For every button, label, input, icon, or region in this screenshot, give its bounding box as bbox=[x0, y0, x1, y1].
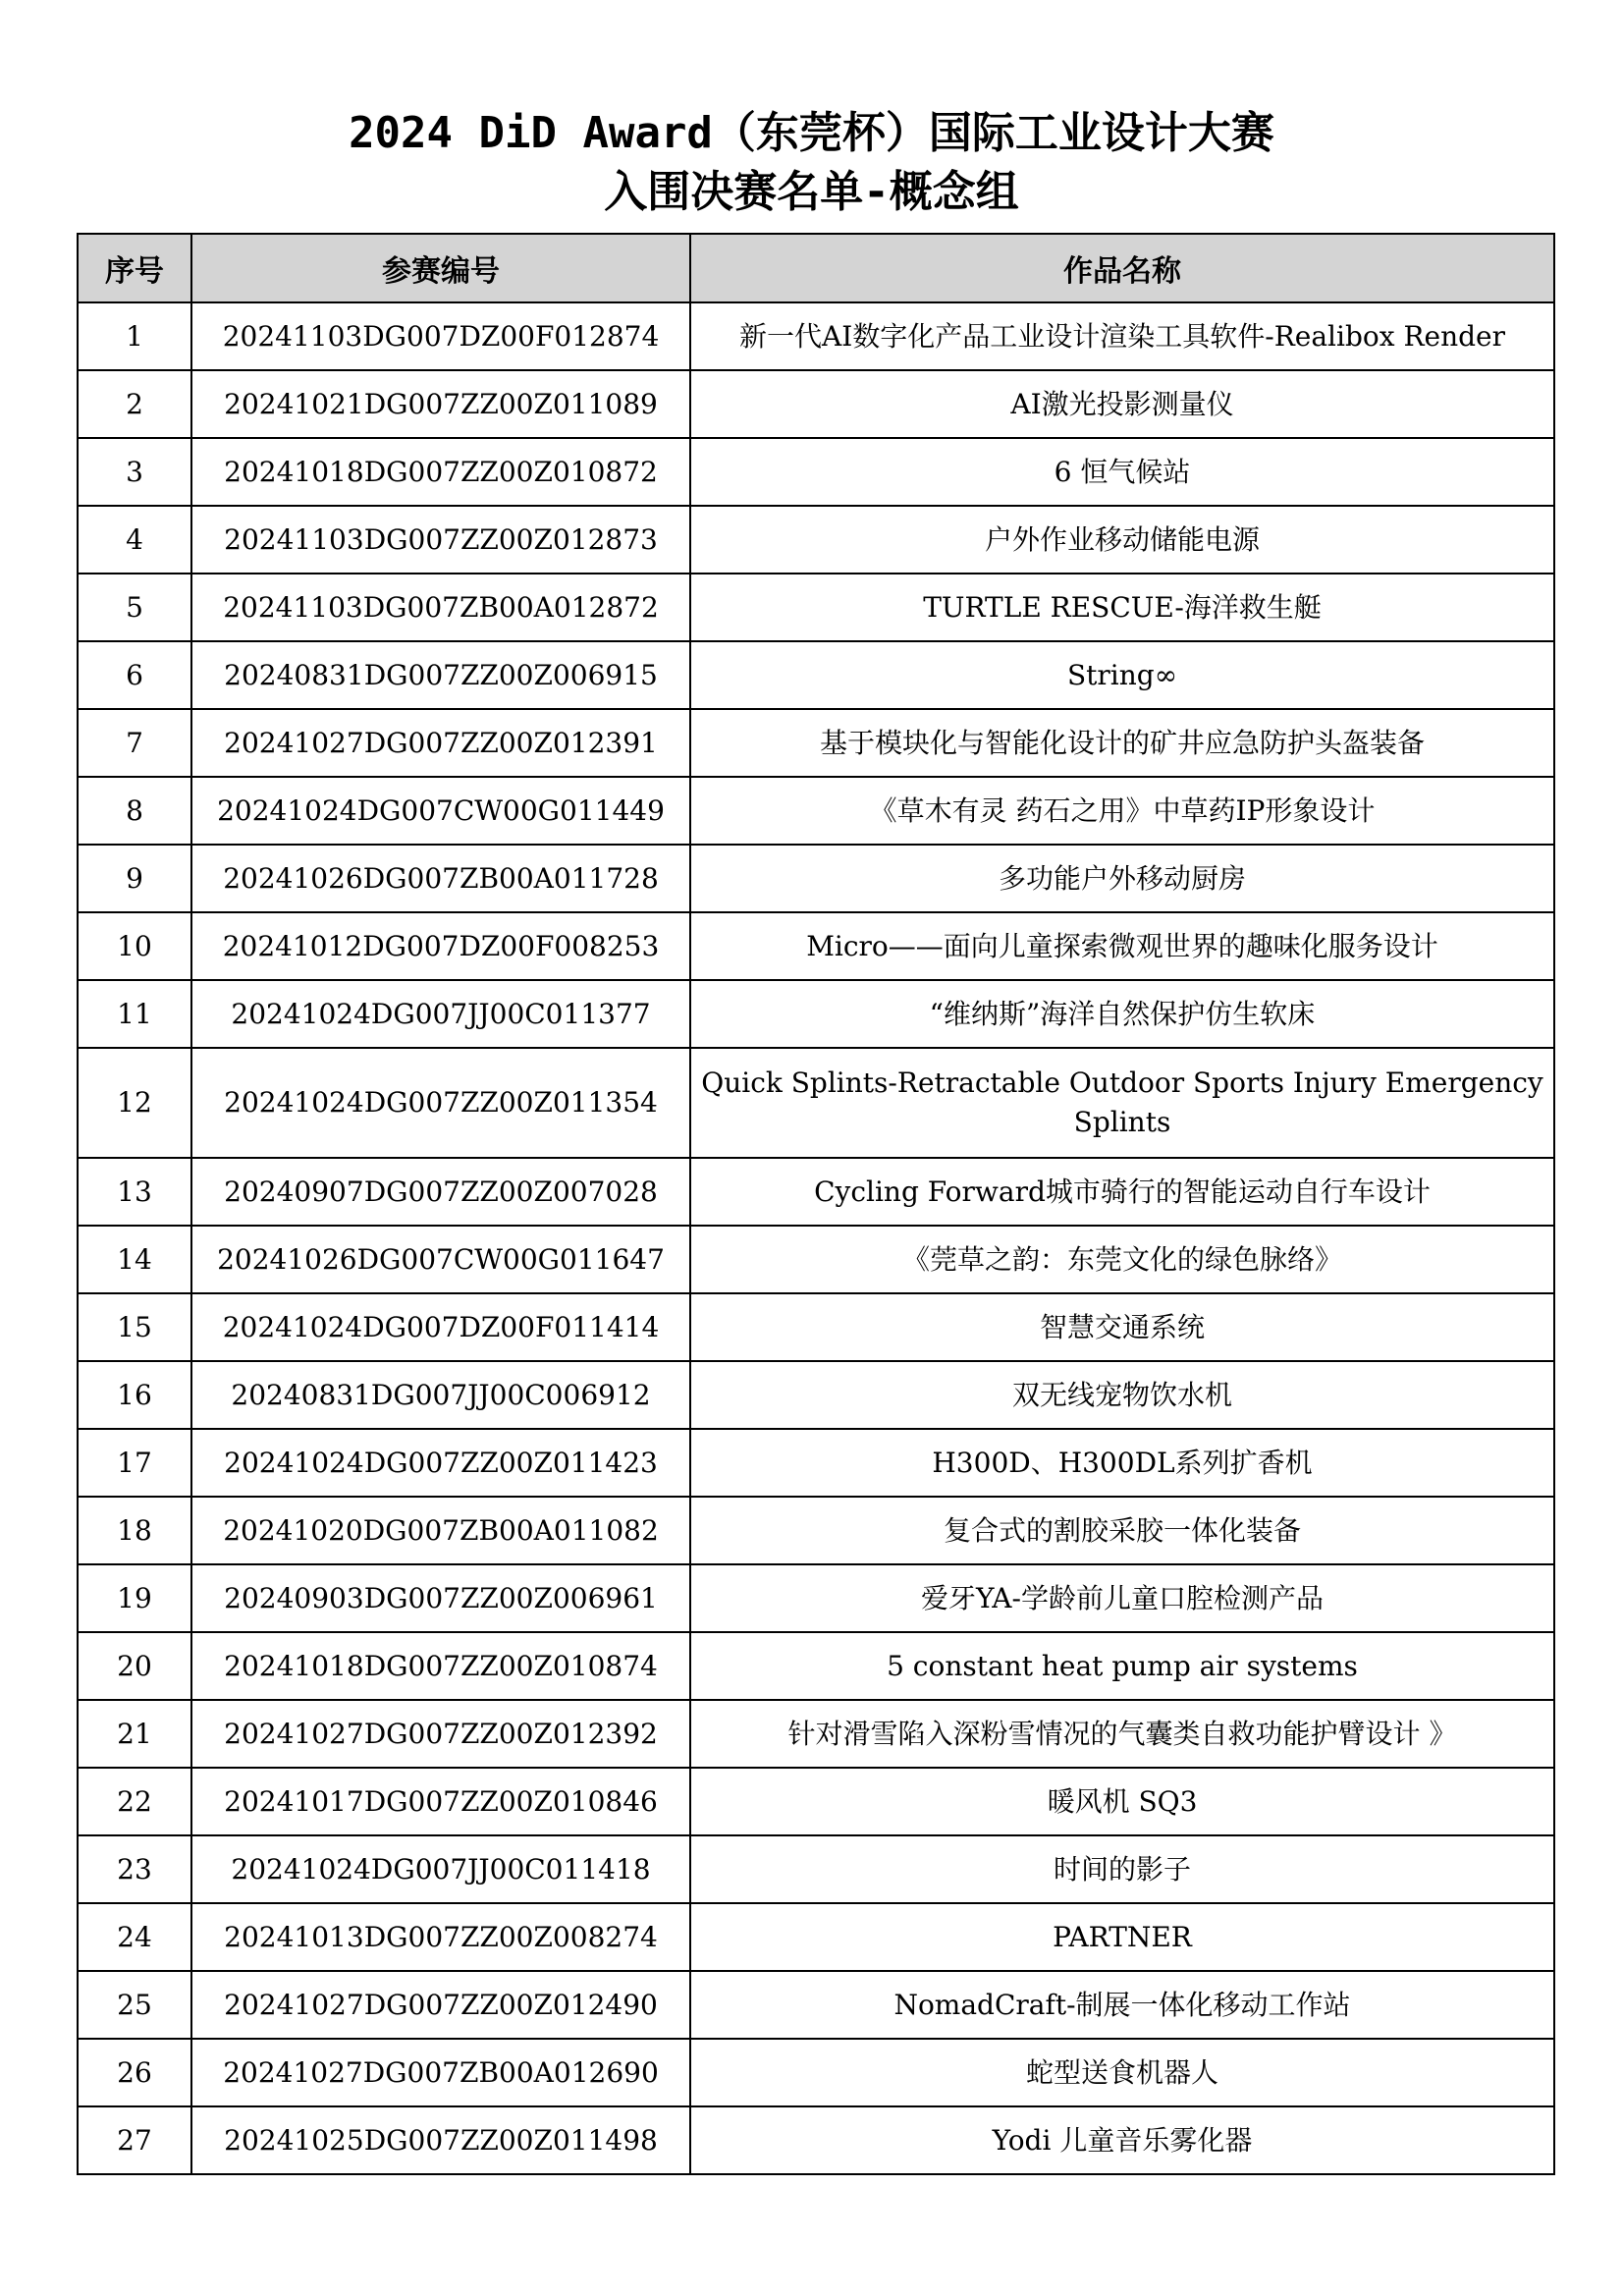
serial-number-cell: 1 bbox=[78, 302, 191, 370]
work-name-cell: NomadCraft-制展一体化移动工作站 bbox=[690, 1971, 1554, 2039]
work-name-cell: 针对滑雪陷入深粉雪情况的气囊类自救功能护臂设计 》 bbox=[690, 1700, 1554, 1768]
entry-code-cell: 20241012DG007DZ00F008253 bbox=[191, 912, 690, 980]
serial-number-cell: 5 bbox=[78, 574, 191, 641]
table-row bbox=[78, 777, 1554, 845]
serial-number-cell: 22 bbox=[78, 1768, 191, 1835]
table-body bbox=[78, 302, 1554, 2174]
entry-code-cell: 20241103DG007ZZ00Z012873 bbox=[191, 506, 690, 574]
serial-number-cell: 14 bbox=[78, 1226, 191, 1293]
entry-code-cell: 20241020DG007ZB00A011082 bbox=[191, 1497, 690, 1564]
serial-number-cell: 20 bbox=[78, 1632, 191, 1700]
entry-code-cell: 20241018DG007ZZ00Z010872 bbox=[191, 438, 690, 506]
document-subtitle: 入围决赛名单-概念组 bbox=[604, 167, 1019, 217]
work-name-cell: TURTLE RESCUE-海洋救生艇 bbox=[690, 574, 1554, 641]
entry-code-cell: 20241025DG007ZZ00Z011498 bbox=[191, 2106, 690, 2174]
entry-code-cell: 20241027DG007ZZ00Z012490 bbox=[191, 1971, 690, 2039]
entry-code-cell: 20240907DG007ZZ00Z007028 bbox=[191, 1158, 690, 1226]
work-name-cell: Yodi 儿童音乐雾化器 bbox=[690, 2106, 1554, 2174]
serial-number-cell: 16 bbox=[78, 1361, 191, 1429]
entry-code-cell: 20241024DG007DZ00F011414 bbox=[191, 1293, 690, 1361]
work-name-cell: Micro——面向儿童探索微观世界的趣味化服务设计 bbox=[690, 912, 1554, 980]
serial-number-cell: 6 bbox=[78, 641, 191, 709]
work-name-cell: 《莞草之韵：东莞文化的绿色脉络》 bbox=[690, 1226, 1554, 1293]
serial-number-cell: 3 bbox=[78, 438, 191, 506]
title-block bbox=[0, 104, 1623, 222]
serial-number-cell: 13 bbox=[78, 1158, 191, 1226]
entry-code-cell: 20241024DG007ZZ00Z011423 bbox=[191, 1429, 690, 1497]
table-row bbox=[78, 1835, 1554, 1903]
entry-code-cell: 20241024DG007CW00G011449 bbox=[191, 777, 690, 845]
header-serial-number: 序号 bbox=[78, 234, 191, 302]
work-name-cell: “维纳斯”海洋自然保护仿生软床 bbox=[690, 980, 1554, 1048]
serial-number-cell: 17 bbox=[78, 1429, 191, 1497]
table-row bbox=[78, 845, 1554, 912]
serial-number-cell: 7 bbox=[78, 709, 191, 777]
serial-number-cell: 9 bbox=[78, 845, 191, 912]
work-name-cell: 新一代AI数字化产品工业设计渲染工具软件-Realibox Render bbox=[690, 302, 1554, 370]
entry-code-cell: 20241024DG007ZZ00Z011354 bbox=[191, 1048, 690, 1158]
finalist-table bbox=[77, 233, 1555, 2175]
work-name-cell: Quick Splints-Retractable Outdoor Sports Injury Emergency Splints bbox=[690, 1048, 1554, 1158]
work-name-cell: AI激光投影测量仪 bbox=[690, 370, 1554, 438]
table-row bbox=[78, 506, 1554, 574]
work-name-cell: 蛇型送食机器人 bbox=[690, 2039, 1554, 2106]
table-row bbox=[78, 641, 1554, 709]
serial-number-cell: 25 bbox=[78, 1971, 191, 2039]
entry-code-cell: 20241021DG007ZZ00Z011089 bbox=[191, 370, 690, 438]
work-name-cell: String∞ bbox=[690, 641, 1554, 709]
entry-code-cell: 20240831DG007ZZ00Z006915 bbox=[191, 641, 690, 709]
entry-code-cell: 20241027DG007ZZ00Z012391 bbox=[191, 709, 690, 777]
table-header-row bbox=[78, 234, 1554, 302]
entry-code-cell: 20241018DG007ZZ00Z010874 bbox=[191, 1632, 690, 1700]
serial-number-cell: 10 bbox=[78, 912, 191, 980]
table-row bbox=[78, 574, 1554, 641]
serial-number-cell: 15 bbox=[78, 1293, 191, 1361]
work-name-cell: 复合式的割胶采胶一体化装备 bbox=[690, 1497, 1554, 1564]
work-name-cell: 暖风机 SQ3 bbox=[690, 1768, 1554, 1835]
header-work-name: 作品名称 bbox=[690, 234, 1554, 302]
entry-code-cell: 20241027DG007ZB00A012690 bbox=[191, 2039, 690, 2106]
entry-code-cell: 20241027DG007ZZ00Z012392 bbox=[191, 1700, 690, 1768]
table-row bbox=[78, 370, 1554, 438]
table-row bbox=[78, 912, 1554, 980]
entry-code-cell: 20241103DG007ZB00A012872 bbox=[191, 574, 690, 641]
table-row bbox=[78, 2106, 1554, 2174]
table-row bbox=[78, 1903, 1554, 1971]
serial-number-cell: 26 bbox=[78, 2039, 191, 2106]
table-row bbox=[78, 1497, 1554, 1564]
work-name-cell: 多功能户外移动厨房 bbox=[690, 845, 1554, 912]
entry-code-cell: 20241017DG007ZZ00Z010846 bbox=[191, 1768, 690, 1835]
table-row bbox=[78, 438, 1554, 506]
serial-number-cell: 2 bbox=[78, 370, 191, 438]
table-row bbox=[78, 1971, 1554, 2039]
table-row bbox=[78, 1158, 1554, 1226]
entry-code-cell: 20241024DG007JJ00C011418 bbox=[191, 1835, 690, 1903]
work-name-cell: PARTNER bbox=[690, 1903, 1554, 1971]
header-entry-code: 参赛编号 bbox=[191, 234, 690, 302]
table-row bbox=[78, 1293, 1554, 1361]
document-title: 2024 DiD Award（东莞杯）国际工业设计大赛 bbox=[349, 108, 1274, 158]
entry-code-cell: 20241026DG007CW00G011647 bbox=[191, 1226, 690, 1293]
work-name-cell: H300D、H300DL系列扩香机 bbox=[690, 1429, 1554, 1497]
table-row bbox=[78, 1564, 1554, 1632]
entry-code-cell: 20241013DG007ZZ00Z008274 bbox=[191, 1903, 690, 1971]
work-name-cell: 5 constant heat pump air systems bbox=[690, 1632, 1554, 1700]
work-name-cell: 时间的影子 bbox=[690, 1835, 1554, 1903]
table-row bbox=[78, 1361, 1554, 1429]
work-name-cell: 双无线宠物饮水机 bbox=[690, 1361, 1554, 1429]
serial-number-cell: 24 bbox=[78, 1903, 191, 1971]
serial-number-cell: 21 bbox=[78, 1700, 191, 1768]
work-name-cell: 6 恒气候站 bbox=[690, 438, 1554, 506]
serial-number-cell: 4 bbox=[78, 506, 191, 574]
serial-number-cell: 8 bbox=[78, 777, 191, 845]
table-row bbox=[78, 980, 1554, 1048]
table-row bbox=[78, 1632, 1554, 1700]
work-name-cell: 智慧交通系统 bbox=[690, 1293, 1554, 1361]
serial-number-cell: 11 bbox=[78, 980, 191, 1048]
work-name-cell: 户外作业移动储能电源 bbox=[690, 506, 1554, 574]
entry-code-cell: 20241103DG007DZ00F012874 bbox=[191, 302, 690, 370]
table-row bbox=[78, 1768, 1554, 1835]
table-row bbox=[78, 1048, 1554, 1158]
serial-number-cell: 12 bbox=[78, 1048, 191, 1158]
work-name-cell: 爱牙YA-学龄前儿童口腔检测产品 bbox=[690, 1564, 1554, 1632]
entry-code-cell: 20241026DG007ZB00A011728 bbox=[191, 845, 690, 912]
table-row bbox=[78, 2039, 1554, 2106]
serial-number-cell: 18 bbox=[78, 1497, 191, 1564]
table-row bbox=[78, 302, 1554, 370]
work-name-cell: 基于模块化与智能化设计的矿井应急防护头盔装备 bbox=[690, 709, 1554, 777]
entry-code-cell: 20240903DG007ZZ00Z006961 bbox=[191, 1564, 690, 1632]
entry-code-cell: 20241024DG007JJ00C011377 bbox=[191, 980, 690, 1048]
serial-number-cell: 19 bbox=[78, 1564, 191, 1632]
serial-number-cell: 23 bbox=[78, 1835, 191, 1903]
table-row bbox=[78, 1429, 1554, 1497]
work-name-cell: Cycling Forward城市骑行的智能运动自行车设计 bbox=[690, 1158, 1554, 1226]
work-name-cell: 《草木有灵 药石之用》中草药IP形象设计 bbox=[690, 777, 1554, 845]
table-row bbox=[78, 709, 1554, 777]
table-row bbox=[78, 1226, 1554, 1293]
table-row bbox=[78, 1700, 1554, 1768]
entry-code-cell: 20240831DG007JJ00C006912 bbox=[191, 1361, 690, 1429]
serial-number-cell: 27 bbox=[78, 2106, 191, 2174]
